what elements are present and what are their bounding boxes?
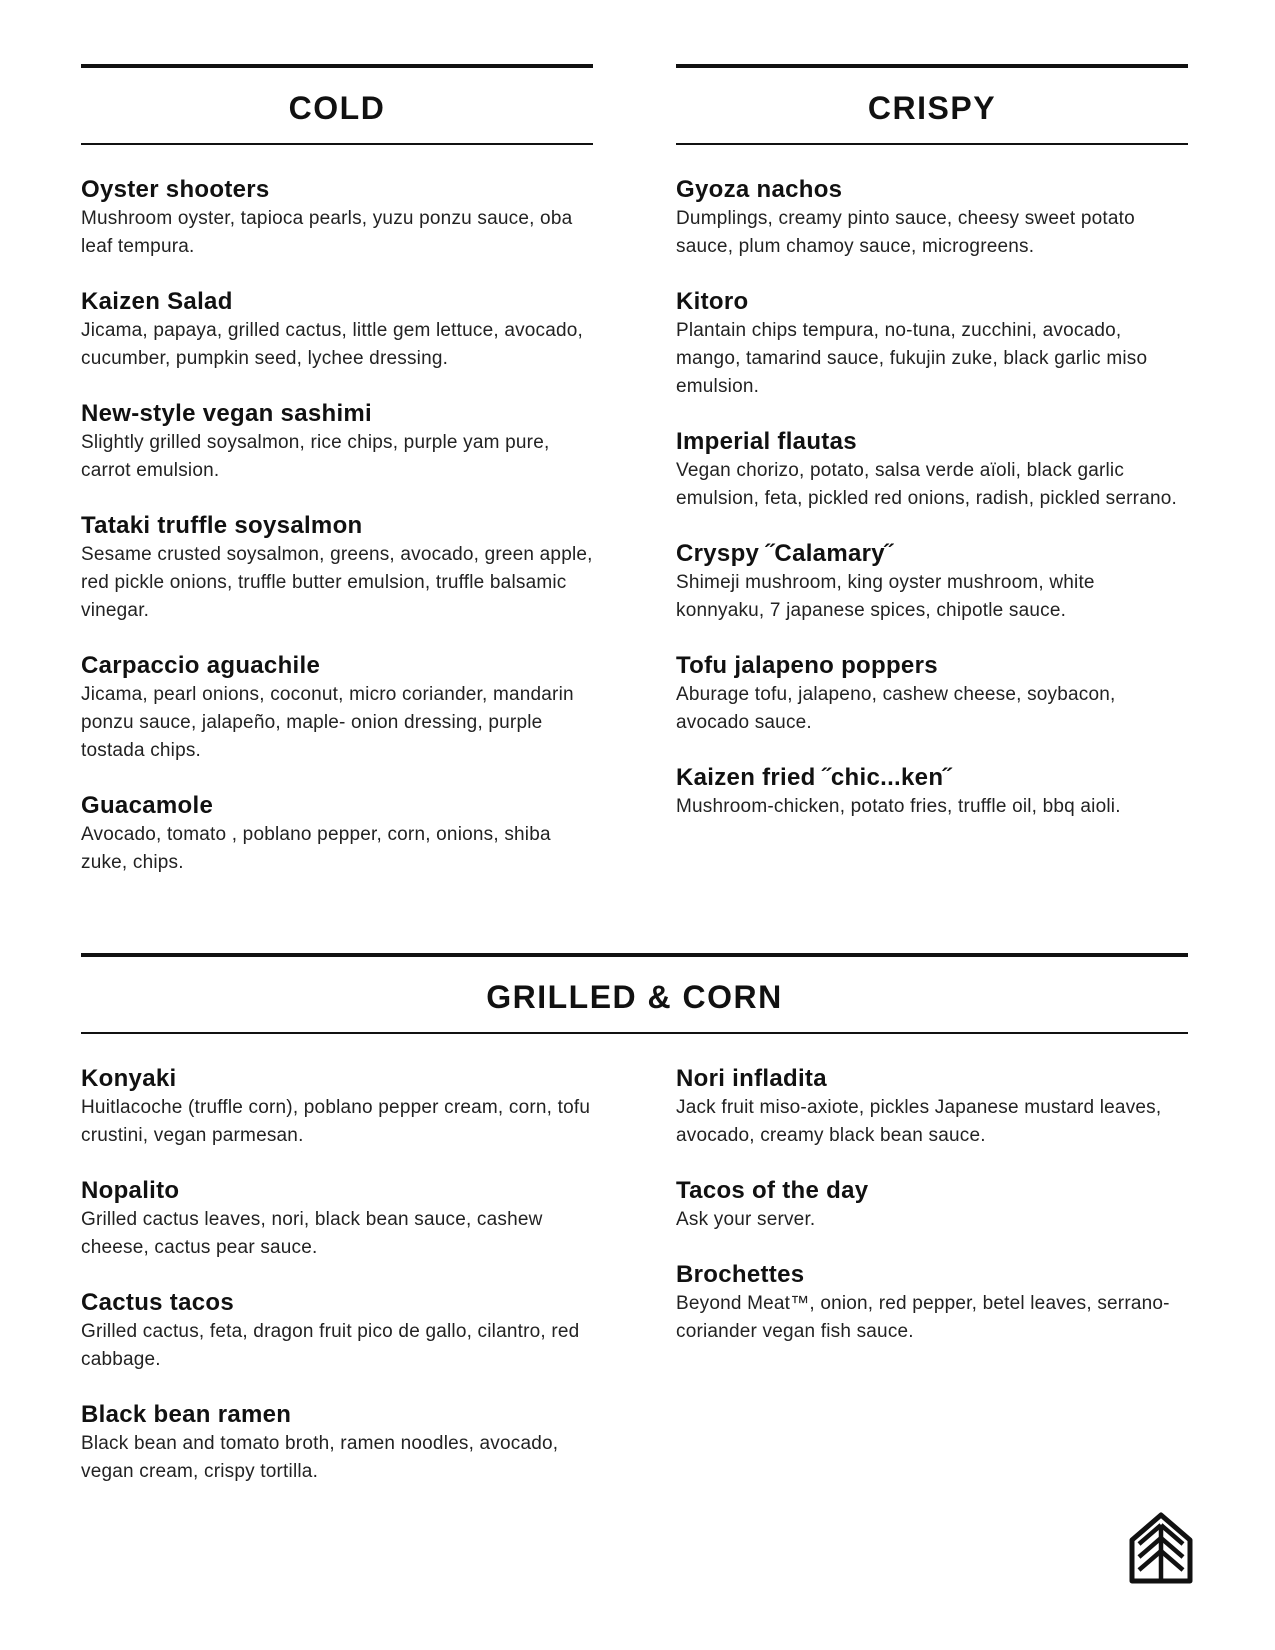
menu-item-name: Guacamole — [81, 792, 214, 819]
section-title: COLD — [288, 90, 386, 126]
menu-item — [81, 791, 593, 877]
kaizen-logo-icon — [1128, 1512, 1194, 1584]
menu-item-description: Huitlacoche (truffle corn), poblano pepper cream, corn, tofu crustini, vegan parmesan. — [81, 1097, 591, 1146]
menu-item — [676, 427, 1188, 513]
section-grilled-corn — [81, 953, 1188, 1494]
menu-item-name: Cryspy ˝Calamary˝ — [676, 540, 894, 567]
menu-item-description: Beyond Meat™, onion, red pepper, betel leaves, serrano-coriander vegan fish sauce. — [676, 1293, 1170, 1342]
menu-item-description: Mushroom-chicken, potato fries, truffle oil, bbq aioli. — [676, 796, 1121, 817]
menu-item-description: Avocado, tomato , poblano pepper, corn, onions, shiba zuke, chips. — [81, 824, 551, 873]
menu-item-description: Black bean and tomato broth, ramen noodles, avocado, vegan cream, crispy tortilla. — [81, 1433, 559, 1482]
menu-item — [81, 1176, 593, 1262]
menu-item-name: Kitoro — [676, 288, 749, 315]
menu-item-name: Kaizen Salad — [81, 288, 233, 315]
menu-item-name: Oyster shooters — [81, 176, 270, 203]
menu-item-description: Jicama, papaya, grilled cactus, little gem lettuce, avocado, cucumber, pumpkin seed, lychee dressing. — [81, 320, 584, 369]
menu-item-description: Dumplings, creamy pinto sauce, cheesy sweet potato sauce, plum chamoy sauce, microgreens. — [676, 208, 1135, 257]
menu-item-name: Gyoza nachos — [676, 176, 843, 203]
menu-item-description: Grilled cactus, feta, dragon fruit pico de gallo, cilantro, red cabbage. — [81, 1321, 580, 1370]
menu-item — [676, 175, 1188, 261]
menu-item-description: Jicama, pearl onions, coconut, micro coriander, mandarin ponzu sauce, jalapeño, maple- onion dressing, purple tostada chips. — [81, 684, 574, 761]
menu-item — [81, 1064, 593, 1150]
menu-item-description: Aburage tofu, jalapeno, cashew cheese, soybacon, avocado sauce. — [676, 684, 1116, 733]
menu-item-name: Kaizen fried ˝chic...ken˝ — [676, 764, 952, 791]
menu-item — [676, 287, 1188, 401]
menu-item — [81, 1400, 593, 1486]
menu-item-description: Vegan chorizo, potato, salsa verde aïoli, black garlic emulsion, feta, pickled red onions, radish, pickled serrano. — [676, 460, 1177, 509]
item-list-left — [81, 1064, 593, 1512]
section-crispy — [676, 64, 1188, 847]
menu-item — [676, 1260, 1188, 1346]
menu-item — [81, 511, 593, 625]
menu-item — [676, 651, 1188, 737]
menu-item-name: Carpaccio aguachile — [81, 652, 321, 679]
menu-item-name: Brochettes — [676, 1261, 805, 1288]
menu-item-name: Tofu jalapeno poppers — [676, 652, 938, 679]
section-cold — [81, 64, 593, 903]
menu-item-description: Shimeji mushroom, king oyster mushroom, white konnyaku, 7 japanese spices, chipotle sauce. — [676, 572, 1095, 621]
menu-item-name: Black bean ramen — [81, 1401, 292, 1428]
menu-item — [81, 651, 593, 765]
menu-item — [81, 175, 593, 261]
section-rule-bottom — [676, 143, 1188, 145]
item-list — [676, 175, 1188, 821]
menu-item-description: Grilled cactus leaves, nori, black bean sauce, cashew cheese, cactus pear sauce. — [81, 1209, 543, 1258]
menu-item-description: Sesame crusted soysalmon, greens, avocado, green apple, red pickle onions, truffle butter emulsion, truffle balsamic vinegar. — [81, 544, 593, 621]
item-list — [81, 175, 593, 877]
menu-item-description: Jack fruit miso-axiote, pickles Japanese mustard leaves, avocado, creamy black bean sauce. — [676, 1097, 1162, 1146]
menu-item — [81, 1288, 593, 1374]
menu-item-name: New-style vegan sashimi — [81, 400, 373, 427]
menu-item — [676, 539, 1188, 625]
menu-item-description: Slightly grilled soysalmon, rice chips, purple yam pure, carrot emulsion. — [81, 432, 550, 481]
menu-item-description: Mushroom oyster, tapioca pearls, yuzu ponzu sauce, oba leaf tempura. — [81, 208, 573, 257]
menu-item — [81, 399, 593, 485]
menu-item-name: Tataki truffle soysalmon — [81, 512, 363, 539]
menu-item-description: Ask your server. — [676, 1209, 816, 1230]
menu-item-description: Plantain chips tempura, no-tuna, zucchini, avocado, mango, tamarind sauce, fukujin zuke, black garlic miso emulsion. — [676, 320, 1148, 397]
section-rule-bottom — [81, 143, 593, 145]
menu-item-name: Cactus tacos — [81, 1289, 234, 1316]
menu-item — [676, 1176, 1188, 1234]
section-title: GRILLED & CORN — [486, 979, 783, 1015]
menu-item-name: Tacos of the day — [676, 1177, 869, 1204]
item-list-right — [676, 1064, 1188, 1372]
menu-item-name: Konyaki — [81, 1065, 177, 1092]
section-title: CRISPY — [867, 90, 997, 126]
menu-item-name: Imperial flautas — [676, 428, 857, 455]
menu-item-name: Nopalito — [81, 1177, 180, 1204]
menu-item — [676, 763, 1188, 821]
menu-item — [81, 287, 593, 373]
menu-item-name: Nori infladita — [676, 1065, 827, 1092]
menu-item — [676, 1064, 1188, 1150]
